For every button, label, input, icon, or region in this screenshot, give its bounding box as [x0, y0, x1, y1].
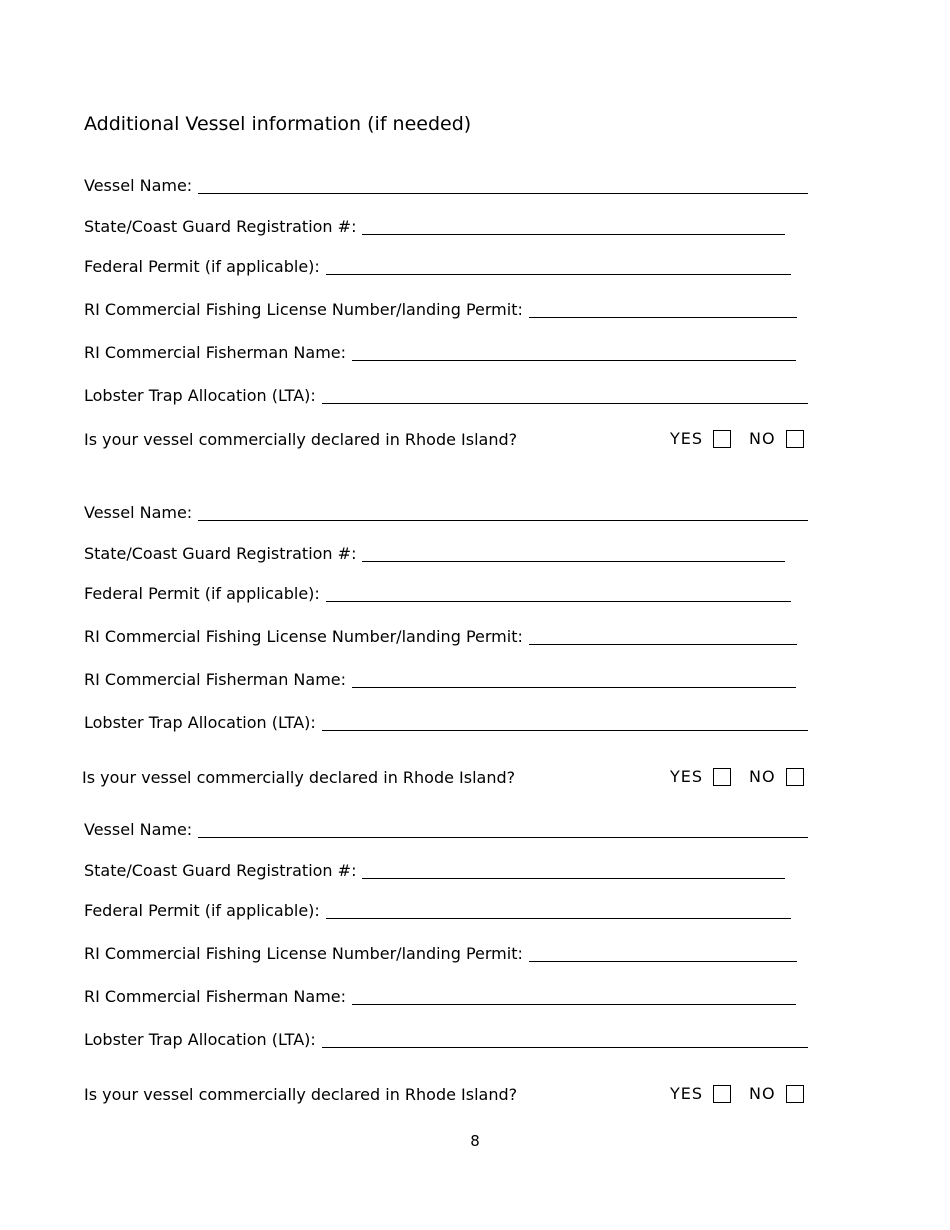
federal-permit-label: Federal Permit (if applicable): [84, 257, 320, 276]
vessel-name-field[interactable] [84, 816, 808, 840]
registration-label: State/Coast Guard Registration #: [84, 217, 357, 236]
fisherman-name-blank[interactable] [352, 687, 796, 688]
vessel-name-field[interactable] [84, 172, 808, 196]
federal-permit-field[interactable] [84, 253, 791, 277]
registration-blank[interactable] [362, 878, 785, 879]
no-checkbox[interactable] [786, 430, 804, 448]
registration-label: State/Coast Guard Registration #: [84, 861, 357, 880]
declaration-question: Is your vessel commercially declared in Rhode Island? [84, 1085, 518, 1104]
registration-blank[interactable] [362, 561, 785, 562]
registration-field[interactable] [84, 857, 785, 881]
yes-checkbox[interactable] [713, 430, 731, 448]
license-blank[interactable] [529, 644, 797, 645]
license-label: RI Commercial Fishing License Number/landing Permit: [84, 627, 523, 646]
federal-permit-label: Federal Permit (if applicable): [84, 584, 320, 603]
yes-label: YES [670, 767, 704, 786]
page-title: Additional Vessel information (if needed) [84, 113, 472, 135]
fisherman-name-field[interactable] [84, 666, 796, 690]
registration-field[interactable] [84, 540, 785, 564]
vessel-name-label: Vessel Name: [84, 503, 193, 522]
lta-label: Lobster Trap Allocation (LTA): [84, 713, 316, 732]
fisherman-name-field[interactable] [84, 983, 796, 1007]
vessel-name-blank[interactable] [198, 837, 808, 838]
fisherman-name-blank[interactable] [352, 1004, 796, 1005]
yes-label: YES [670, 1084, 704, 1103]
vessel-name-label: Vessel Name: [84, 820, 193, 839]
declaration-question: Is your vessel commercially declared in Rhode Island? [82, 768, 516, 787]
yes-checkbox[interactable] [713, 768, 731, 786]
lta-blank[interactable] [322, 403, 808, 404]
no-checkbox[interactable] [786, 1085, 804, 1103]
yes-option[interactable] [670, 767, 731, 787]
vessel-name-blank[interactable] [198, 193, 808, 194]
license-field[interactable] [84, 296, 797, 320]
registration-field[interactable] [84, 213, 785, 237]
federal-permit-blank[interactable] [326, 601, 791, 602]
lta-label: Lobster Trap Allocation (LTA): [84, 1030, 316, 1049]
lta-label: Lobster Trap Allocation (LTA): [84, 386, 316, 405]
lta-field[interactable] [84, 1026, 808, 1050]
lta-field[interactable] [84, 709, 808, 733]
federal-permit-label: Federal Permit (if applicable): [84, 901, 320, 920]
registration-blank[interactable] [362, 234, 785, 235]
lta-blank[interactable] [322, 730, 808, 731]
yes-checkbox[interactable] [713, 1085, 731, 1103]
lta-field[interactable] [84, 382, 808, 406]
vessel-name-blank[interactable] [198, 520, 808, 521]
no-checkbox[interactable] [786, 768, 804, 786]
yes-option[interactable] [670, 1084, 731, 1104]
declaration-question: Is your vessel commercially declared in Rhode Island? [84, 430, 518, 449]
license-field[interactable] [84, 623, 797, 647]
fisherman-name-label: RI Commercial Fisherman Name: [84, 670, 347, 689]
federal-permit-field[interactable] [84, 580, 791, 604]
no-option[interactable] [749, 1084, 804, 1104]
license-blank[interactable] [529, 317, 797, 318]
federal-permit-blank[interactable] [326, 274, 791, 275]
federal-permit-blank[interactable] [326, 918, 791, 919]
license-label: RI Commercial Fishing License Number/landing Permit: [84, 300, 523, 319]
vessel-name-field[interactable] [84, 499, 808, 523]
no-option[interactable] [749, 429, 804, 449]
license-blank[interactable] [529, 961, 797, 962]
fisherman-name-field[interactable] [84, 339, 796, 363]
license-field[interactable] [84, 940, 797, 964]
yes-option[interactable] [670, 429, 731, 449]
registration-label: State/Coast Guard Registration #: [84, 544, 357, 563]
no-option[interactable] [749, 767, 804, 787]
license-label: RI Commercial Fishing License Number/landing Permit: [84, 944, 523, 963]
fisherman-name-blank[interactable] [352, 360, 796, 361]
vessel-name-label: Vessel Name: [84, 176, 193, 195]
no-label: NO [749, 767, 776, 786]
yes-label: YES [670, 429, 704, 448]
fisherman-name-label: RI Commercial Fisherman Name: [84, 343, 347, 362]
lta-blank[interactable] [322, 1047, 808, 1048]
no-label: NO [749, 429, 776, 448]
fisherman-name-label: RI Commercial Fisherman Name: [84, 987, 347, 1006]
federal-permit-field[interactable] [84, 897, 791, 921]
no-label: NO [749, 1084, 776, 1103]
page-number: 8 [470, 1132, 480, 1150]
